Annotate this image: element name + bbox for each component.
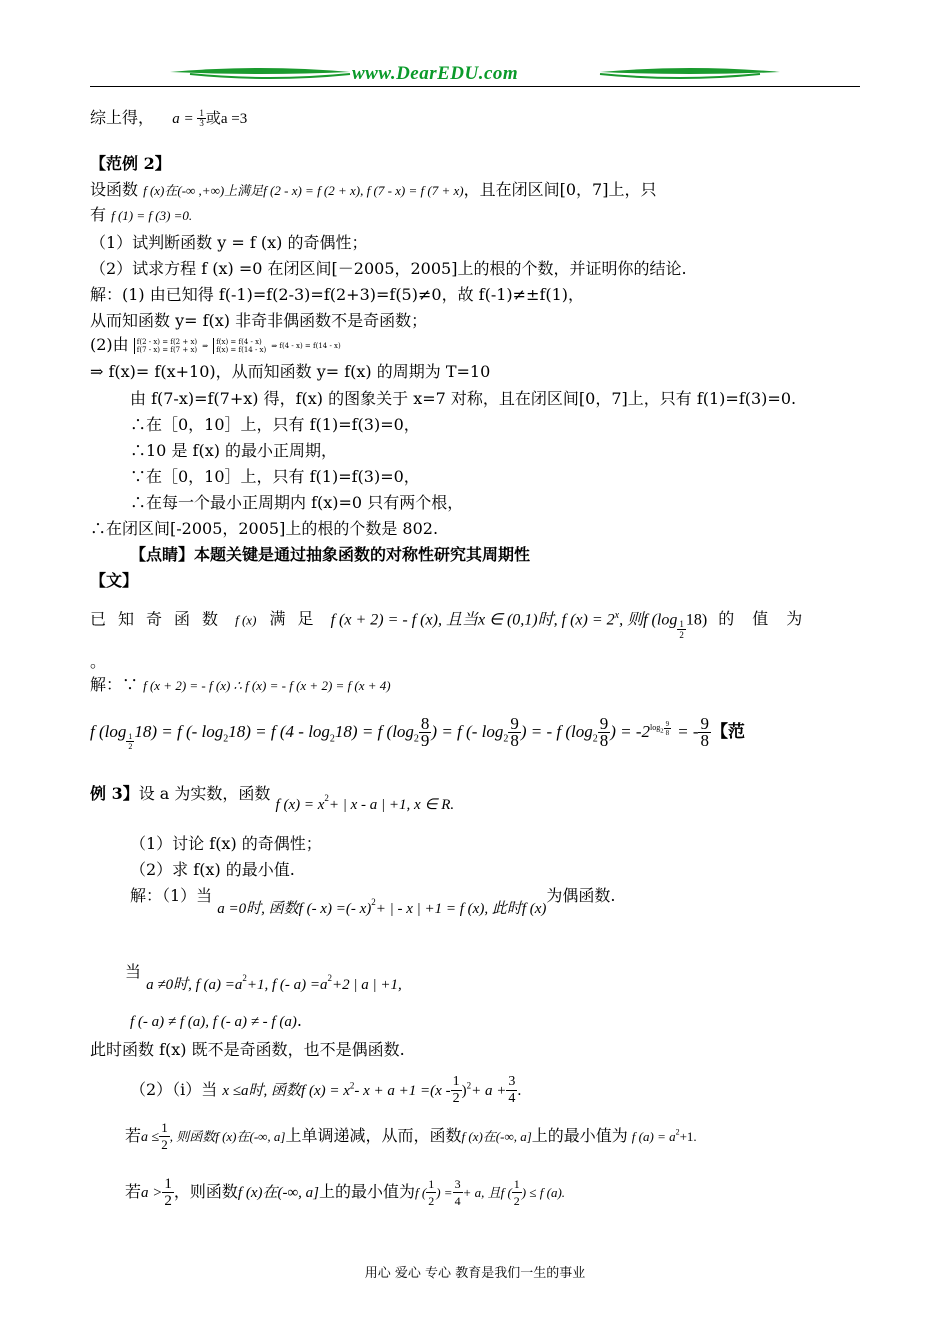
line-6: （2）试求方程 f (x) =0 在闭区间[－2005，2005]上的根的个数，并证明你的结论. [90,259,687,278]
line-24: （1）讨论 f(x) 的奇偶性； [130,834,322,853]
text: 综上得， [90,108,155,127]
header-rule [90,86,860,87]
line-14: ∵在［0，10］上，只有 f(1)=f(3)=0， [130,467,420,486]
line-21: 解：∵ f (x + 2) = - f (x) ∴ f (x) = - f (x + 2) = f (x + 4) [90,675,391,694]
line-7: 解：(1) 由已知得 f(-1)=f(2-3)=f(2+3)=f(5)≠0，故 f(-1)≠±f(1)， [90,285,585,304]
line-27: 当 a ≠0时, f $(a) =a^2+1$, f (- $a) =a^2+2$ | a | +1, [125,962,402,993]
example2-title: 【范例 2】 [90,154,171,173]
math: a = [172,111,198,127]
line-11: 由 f(7-x)=f(7+x) 得，f(x) 的图象关于 x=7 对称，且在闭区间[0，7]上，只有 f(1)=f(3)=0. [130,389,797,408]
wen-title: 【文】 [90,571,139,590]
fraction: $\frac{1}{3}$ [199,108,204,128]
line-13: ∴10 是 f(x) 的最小正周期， [130,441,338,460]
line-20: 。 [90,652,107,671]
line-29: 此时函数 f(x) 既不是奇函数，也不是偶函数. [90,1040,405,1059]
line-10: ⇒ f(x)= f(x+10)，从而知函数 y= f(x) 的周期为 T=10 [90,362,491,381]
line-19: 已知奇函数 f (x) 满足 f (x + 2) = - f (x), 且当x ∈ (0,1)时, f $(x) = 2^x$, 则f (log $\frac{1}{2}$ 18) 的值为 [90,609,821,641]
line-summary [90,108,247,129]
line-31: 若a ≤ $\frac{1}{2}$ , 则函数f (x)在(-∞, a]上单调递减，从而，函数f (x)在(-∞, a]上的最小值为 f $(a) = a^2+1$. [125,1120,697,1152]
line-4: 有 f (1) = f (3) =0. [90,205,193,224]
line-32: 若a > $\frac{1}{2}$ ，则函数f (x)在(-∞, a]上的最小值为f ( $\frac{1}{2}$ ) = $\frac{3}{4}$ + a, 且f ( $\frac{1}{2}$ ) ≤ f (a). [125,1176,566,1209]
line-16: ∴在闭区间[-2005，2005]上的根的个数是 802. [90,519,439,538]
footer-slogan: 用心 爱心 专心 教育是我们一生的事业 [364,1266,586,1281]
line-5: （1）试判断函数 y = f (x) 的奇偶性； [90,233,368,252]
line-12: ∴在［0，10］上，只有 f(1)=f(3)=0， [130,415,420,434]
line-15: ∴在每一个最小正周期内 f(x)=0 只有两个根， [130,493,464,512]
line-23: 例 3】设 a 为实数，函数 f $(x) = x^2+$ | x - a | +1, x ∈ R. [90,784,455,813]
line-26: 解：（1）当 a =0时, 函数f (- x) =(- x)$^2$+ | - x | +1 = f (x), 此时f (x)为偶函数. [130,886,616,917]
line-9: (2)由 f(2 - x) = f(2 + x) f(7 - x) = f(7 + x) ⇒ f(x) = f(4 - x) f(x) = f(14 - x) ⇒ f(4 - x) = f(14 - x) [90,335,341,354]
site-logo-text: www.DearEDU.com [352,63,519,84]
line-30: （2）（i）当 x ≤a时, 函数f $(x) = x^2-$ x + a +1 =(x - $\frac{1}{2}$ )$^2$+ a + $\frac{3}{4}$ . [130,1074,522,1106]
line-3: 设函数 f (x)在(-∞ ,+∞)上满足f (2 - x) = f (2 + x), f (7 - x) = f (7 + x)，且在闭区间[0，7]上，只 [90,180,657,199]
highlight-note: 【点睛】本题关键是通过抽象函数的对称性研究其周期性 [130,545,531,564]
line-28: f (- a) ≠ f (a), f (- a) ≠ - f (a). [130,1011,302,1030]
math: 或a =3 [205,111,248,127]
line-22: f (log $\frac{1}{2}$ 18) = f (- $\log_218) = f$ $(4 - \log_218) = f$ ($\log_2$ $\frac{8}{9}$ ) = f (- $\log_2$ $\frac{9}{8}$ ) = - f ($\log_2$ $\frac{9}{8}$ ) = $-2^{log_2 \frac{9}{8}}$ = - $\frac{9}{8}$ 【范 [90,714,745,751]
line-8: 从而知函数 y= f(x) 非奇非偶函数不是奇函数； [90,311,428,330]
line-25: （2）求 f(x) 的最小值. [130,860,295,879]
